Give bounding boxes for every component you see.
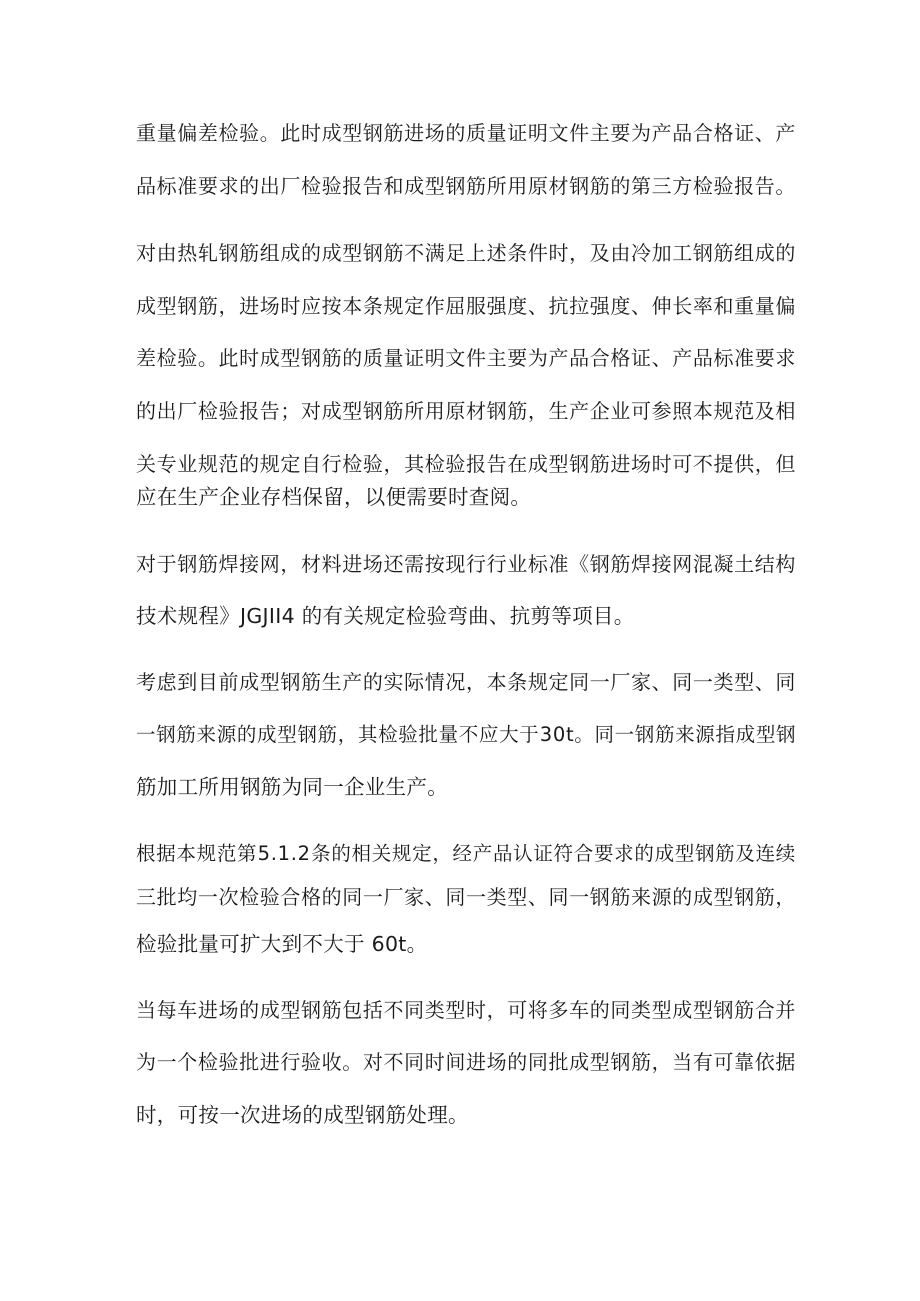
paragraph-6-line-1: 当 每 车 进 场 的 成 型 钢 筋 包 括 不 同 类 型 时 ， 可 将 多 车 的 同 类 型 成 型 钢 筋 合 并 [136, 998, 796, 1022]
paragraph-4-line-1: 考 虑 到 目 前 成 型 钢 筋 生 产 的 实 际 情 况 ， 本 条 规 定 同 一 厂 家 、 同 一 类 型 、 同 [136, 670, 796, 694]
paragraph-2-line-6: 应在生产企业存档保留，以便需要时查阅。 [136, 485, 532, 509]
paragraph-1-line-1: 重 量 偏 差 检 验 。 此 时 成 型 钢 筋 进 场 的 质 量 证 明 文 件 主 要 为 产 品 合 格 证 、 产 [136, 121, 796, 145]
paragraph-3-line-2: 技术规程》JGJII4 的有关规定检验弯曲、抗剪等项目。 [136, 604, 635, 628]
paragraph-1-line-2: 品 标 准 要 求 的 出 厂 检 验 报 告 和 成 型 钢 筋 所 用 原 材 钢 筋 的 第 三 方 检 验 报 告 。 [136, 174, 796, 198]
paragraph-5-line-2: 三 批 均 一 次 检 验 合 格 的 同 一 厂 家 、 同 一 类 型 、 同 一 钢 筋 来 源 的 成 型 钢 筋 ， [136, 885, 796, 909]
paragraph-2-line-4: 的 出 厂 检 验 报 告 ； 对 成 型 钢 筋 所 用 原 材 钢 筋 ， 生 产 企 业 可 参 照 本 规 范 及 相 [136, 399, 796, 423]
paragraph-6-line-3: 时，可按一次进场的成型钢筋处理。 [136, 1103, 469, 1127]
paragraph-3-line-1: 对 于 钢 筋 焊 接 网 ， 材 料 进 场 还 需 按 现 行 行 业 标 准 《 钢 筋 焊 接 网 混 凝 土 结 构 [136, 552, 796, 576]
paragraph-2-line-5: 关 专 业 规 范 的 规 定 自 行 检 验 ， 其 检 验 报 告 在 成 型 钢 筋 进 场 时 可 不 提 供 ， 但 [136, 452, 796, 476]
paragraph-6-line-2: 为 一 个 检 验 批 进 行 验 收 。 对 不 同 时 间 进 场 的 同 批 成 型 钢 筋 ， 当 有 可 靠 依 据 [136, 1050, 796, 1074]
paragraph-2-line-2: 成 型 钢 筋 ， 进 场 时 应 按 本 条 规 定 作 屈 服 强 度 、 抗 拉 强 度 、 伸 长 率 和 重 量 偏 [136, 294, 796, 318]
paragraph-5-line-1: 根 据 本 规 范 第 5 . 1 . 2 条 的 相 关 规 定 ， 经 产 品 认 证 符 合 要 求 的 成 型 钢 筋 及 连 续 [136, 842, 796, 865]
paragraph-2-line-3: 差 检 验 。 此 时 成 型 钢 筋 的 质 量 证 明 文 件 主 要 为 产 品 合 格 证 、 产 品 标 准 要 求 [136, 346, 796, 370]
paragraph-4-line-3: 筋加工所用钢筋为同一企业生产。 [136, 775, 448, 799]
paragraph-5-line-3: 检验批量可扩大到不大于 60t。 [136, 932, 428, 956]
paragraph-4-line-2: 一 钢 筋 来 源 的 成 型 钢 筋 ， 其 检 验 批 量 不 应 大 于 3 0 t 。 同 一 钢 筋 来 源 指 成 型 钢 [136, 723, 796, 746]
paragraph-2-line-1: 对 由 热 轧 钢 筋 组 成 的 成 型 钢 筋 不 满 足 上 述 条 件 时 ， 及 由 冷 加 工 钢 筋 组 成 的 [136, 241, 796, 265]
